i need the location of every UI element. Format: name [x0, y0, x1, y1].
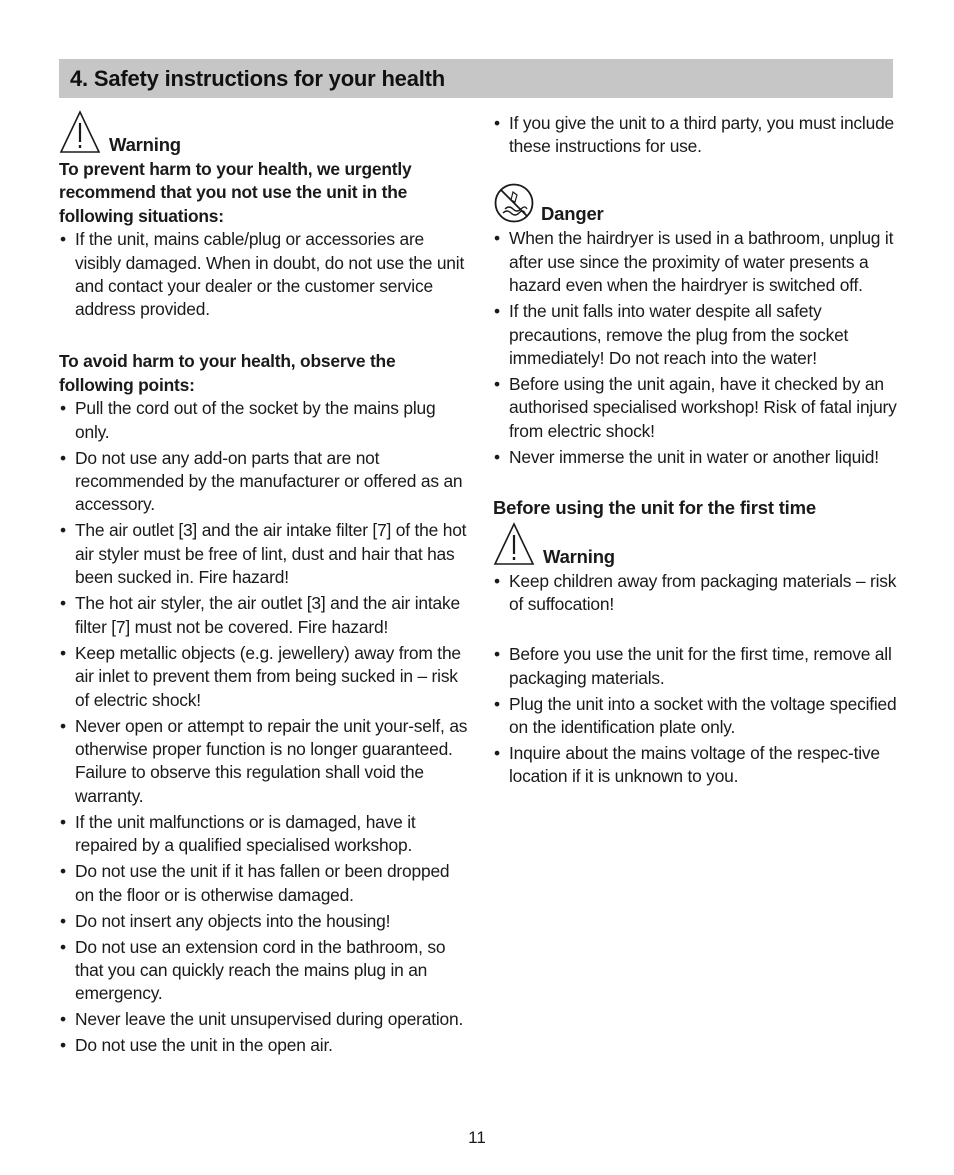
warning-triangle-icon: [493, 522, 535, 566]
danger-list: [493, 227, 898, 469]
list-item: • Never immerse the unit in water or another liquid!: [493, 446, 898, 469]
intro-situations: To prevent harm to your health, we urgently recommend that you not use the unit in the following situations:: [59, 159, 412, 226]
list-item: • If the unit malfunctions or is damaged, have it repaired by a qualified specialised workshop.: [59, 811, 469, 858]
danger-heading: [493, 183, 898, 223]
list-item: • When the hairdryer is used in a bathroom, unplug it after use since the proximity of water presents a hazard even when the hairdryer is switched off.: [493, 227, 898, 297]
list-item: • Do not insert any objects into the housing!: [59, 910, 469, 933]
list-item: • Do not use the unit if it has fallen or been dropped on the floor or is otherwise damaged.: [59, 860, 469, 907]
list-item: • Inquire about the mains voltage of the respec-tive location if it is unknown to you.: [493, 742, 898, 789]
warning-heading-2: [493, 522, 898, 566]
intro-points: To avoid harm to your health, observe the following points:: [59, 351, 396, 395]
list-item: • If you give the unit to a third party, you must include these instructions for use.: [493, 112, 898, 159]
list-item: • Do not use any add-on parts that are not recommended by the manufacturer or offered as an accessory.: [59, 447, 469, 517]
list-item: • Keep metallic objects (e.g. jewellery) away from the air inlet to prevent them from being sucked in – risk of electric shock!: [59, 642, 469, 712]
list-item: • If the unit falls into water despite all safety precautions, remove the plug from the socket immediately! Do not reach into the water!: [493, 300, 898, 370]
first-use-heading: Before using the unit for the first time: [493, 496, 816, 518]
page-title: 4. Safety instructions for your health: [70, 65, 446, 91]
list-item: • The air outlet [3] and the air intake filter [7] of the hot air styler must be free of lint, dust and hair that has been sucked in. Fire hazard!: [59, 519, 469, 589]
situations-list: [59, 228, 469, 322]
packaging-warning-list: [493, 570, 898, 617]
points-list: [59, 397, 469, 1058]
list-item: • Do not use the unit in the open air.: [59, 1034, 469, 1057]
section-title-bar: [59, 59, 893, 98]
list-item: • Never open or attempt to repair the unit your-self, as otherwise proper function is no longer guaranteed. Failure to observe this regulation shall void the warranty.: [59, 715, 469, 809]
setup-list: [493, 643, 898, 789]
page-number: 11: [468, 1128, 486, 1147]
list-item: • If the unit, mains cable/plug or accessories are visibly damaged. When in doubt, do not use the unit and contact your dealer or the customer service address provided.: [59, 228, 469, 322]
warning-label: Warning: [109, 134, 181, 155]
warning-triangle-icon: [59, 110, 101, 154]
warning-heading: [59, 110, 469, 154]
list-item: • Plug the unit into a socket with the voltage specified on the identification plate only.: [493, 693, 898, 740]
third-party-list: [493, 112, 898, 159]
list-item: • Never leave the unit unsupervised during operation.: [59, 1008, 469, 1031]
list-item: • Before you use the unit for the first time, remove all packaging materials.: [493, 643, 898, 690]
list-item: • The hot air styler, the air outlet [3] and the air intake filter [7] must not be covered. Fire hazard!: [59, 592, 469, 639]
list-item: • Keep children away from packaging materials – risk of suffocation!: [493, 570, 898, 617]
list-item: • Do not use an extension cord in the bathroom, so that you can quickly reach the mains plug in an emergency.: [59, 936, 469, 1006]
warning-label-2: Warning: [543, 545, 615, 567]
left-column: [59, 110, 469, 1060]
danger-label: Danger: [541, 203, 604, 225]
list-item: • Pull the cord out of the socket by the mains plug only.: [59, 397, 469, 444]
no-water-danger-icon: [493, 183, 535, 223]
list-item: • Before using the unit again, have it checked by an authorised specialised workshop! Risk of fatal injury from electric shock!: [493, 373, 898, 443]
right-column: [493, 112, 898, 791]
